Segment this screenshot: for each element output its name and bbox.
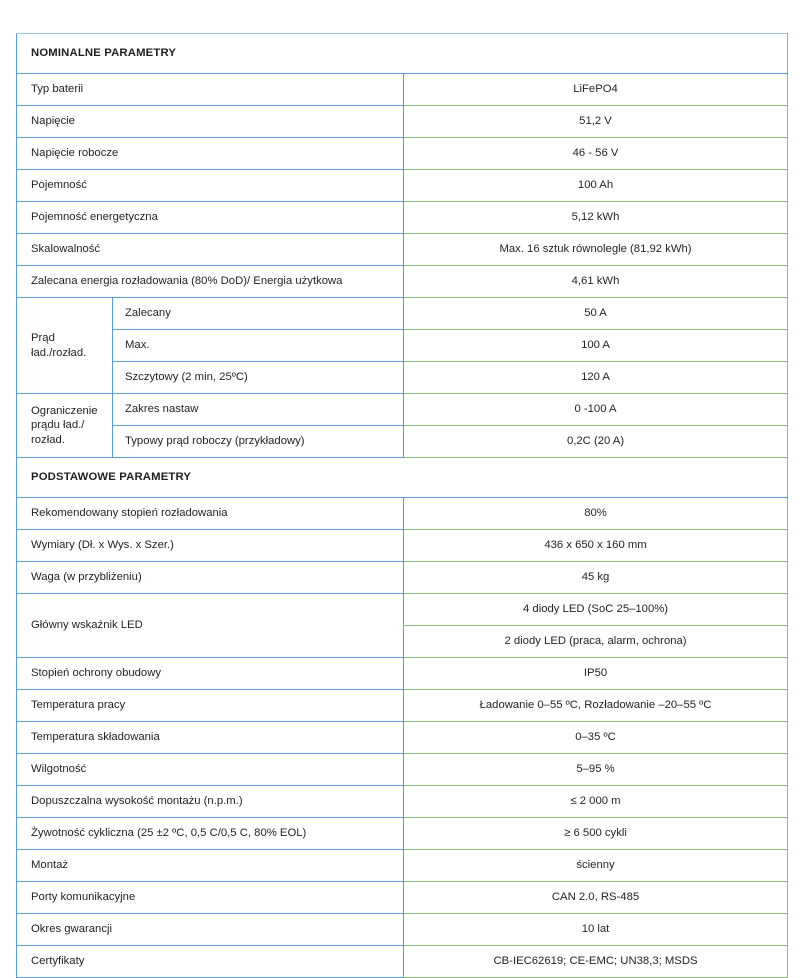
table-row (17, 722, 788, 754)
row-label: Porty komunikacyjne (17, 882, 404, 914)
table-row (17, 658, 788, 690)
row-value: 0 -100 A (404, 394, 788, 426)
table-row (17, 394, 788, 426)
row-value: 0,2C (20 A) (404, 426, 788, 458)
row-label: Pojemność energetyczna (17, 202, 404, 234)
row-value: CAN 2.0, RS-485 (404, 882, 788, 914)
group-label-line-2: ład./rozład. (31, 346, 87, 359)
row-label: Typowy prąd roboczy (przykładowy) (113, 426, 404, 458)
table-row (17, 690, 788, 722)
row-value: CB-IEC62619; CE-EMC; UN38,3; MSDS (404, 946, 788, 978)
row-label: Napięcie robocze (17, 138, 404, 170)
group-label-line-1: Prąd (31, 332, 55, 345)
row-value: Ładowanie 0–55 ºC, Rozładowanie –20–55 ºC (404, 690, 788, 722)
row-label-led: Główny wskaźnik LED (17, 594, 404, 658)
table-row (17, 266, 788, 298)
row-label: Szczytowy (2 min, 25ºC) (113, 362, 404, 394)
table-row (17, 106, 788, 138)
row-value: ścienny (404, 850, 788, 882)
row-label: Okres gwarancji (17, 914, 404, 946)
row-label: Wymiary (Dł. x Wys. x Szer.) (17, 530, 404, 562)
row-value-led-status: 2 diody LED (praca, alarm, ochrona) (404, 626, 788, 658)
table-row (17, 562, 788, 594)
row-value: 120 A (404, 362, 788, 394)
row-value: 80% (404, 498, 788, 530)
row-label: Max. (113, 330, 404, 362)
row-value: Max. 16 sztuk równolegle (81,92 kWh) (404, 234, 788, 266)
row-label: Napięcie (17, 106, 404, 138)
group-label-ograniczenie (17, 394, 113, 458)
table-row (17, 202, 788, 234)
row-value: 436 x 650 x 160 mm (404, 530, 788, 562)
row-label: Montaż (17, 850, 404, 882)
specification-table (16, 33, 788, 978)
table-row (17, 754, 788, 786)
row-label: Żywotność cykliczna (25 ±2 ºC, 0,5 C/0,5 C, 80% EOL) (17, 818, 404, 850)
row-value: 10 lat (404, 914, 788, 946)
table-row (17, 946, 788, 978)
section-heading-row (17, 34, 788, 74)
group-label-line-3: rozład. (31, 433, 65, 446)
table-row (17, 298, 788, 330)
row-value: 5–95 % (404, 754, 788, 786)
row-value: IP50 (404, 658, 788, 690)
row-value: 4,61 kWh (404, 266, 788, 298)
row-label: Wilgotność (17, 754, 404, 786)
section-heading-podstawowe: PODSTAWOWE PARAMETRY (17, 458, 788, 498)
row-value: 45 kg (404, 562, 788, 594)
section-heading-row (17, 458, 788, 498)
table-row (17, 786, 788, 818)
row-label: Zalecana energia rozładowania (80% DoD)/ Energia użytkowa (17, 266, 404, 298)
table-row (17, 530, 788, 562)
table-row (17, 818, 788, 850)
table-row (17, 498, 788, 530)
row-label: Pojemność (17, 170, 404, 202)
row-label: Temperatura składowania (17, 722, 404, 754)
row-label: Zalecany (113, 298, 404, 330)
row-value: 50 A (404, 298, 788, 330)
row-value: 0–35 ºC (404, 722, 788, 754)
group-label-line-1: Ograniczenie (31, 404, 98, 417)
table-row (17, 74, 788, 106)
row-label: Waga (w przybliżeniu) (17, 562, 404, 594)
table-row (17, 362, 788, 394)
row-value: 100 Ah (404, 170, 788, 202)
table-row (17, 170, 788, 202)
row-value-led-soc: 4 diody LED (SoC 25–100%) (404, 594, 788, 626)
row-label: Rekomendowany stopień rozładowania (17, 498, 404, 530)
section-heading-nominalne: NOMINALNE PARAMETRY (17, 34, 788, 74)
table-row (17, 914, 788, 946)
table-row (17, 850, 788, 882)
table-row (17, 234, 788, 266)
row-label: Dopuszczalna wysokość montażu (n.p.m.) (17, 786, 404, 818)
group-label-line-2: prądu ład./ (31, 419, 85, 432)
table-row (17, 330, 788, 362)
row-value: LiFePO4 (404, 74, 788, 106)
row-label: Zakres nastaw (113, 394, 404, 426)
row-value: 5,12 kWh (404, 202, 788, 234)
group-label-prad (17, 298, 113, 394)
row-label: Stopień ochrony obudowy (17, 658, 404, 690)
table-row (17, 426, 788, 458)
row-label: Temperatura pracy (17, 690, 404, 722)
table-row (17, 138, 788, 170)
row-value: ≤ 2 000 m (404, 786, 788, 818)
row-value: 46 - 56 V (404, 138, 788, 170)
row-label: Skalowalność (17, 234, 404, 266)
row-label: Typ baterii (17, 74, 404, 106)
row-value: 51,2 V (404, 106, 788, 138)
row-label: Certyfikaty (17, 946, 404, 978)
table-row (17, 882, 788, 914)
row-value: 100 A (404, 330, 788, 362)
table-row-led (17, 594, 788, 626)
row-value: ≥ 6 500 cykli (404, 818, 788, 850)
